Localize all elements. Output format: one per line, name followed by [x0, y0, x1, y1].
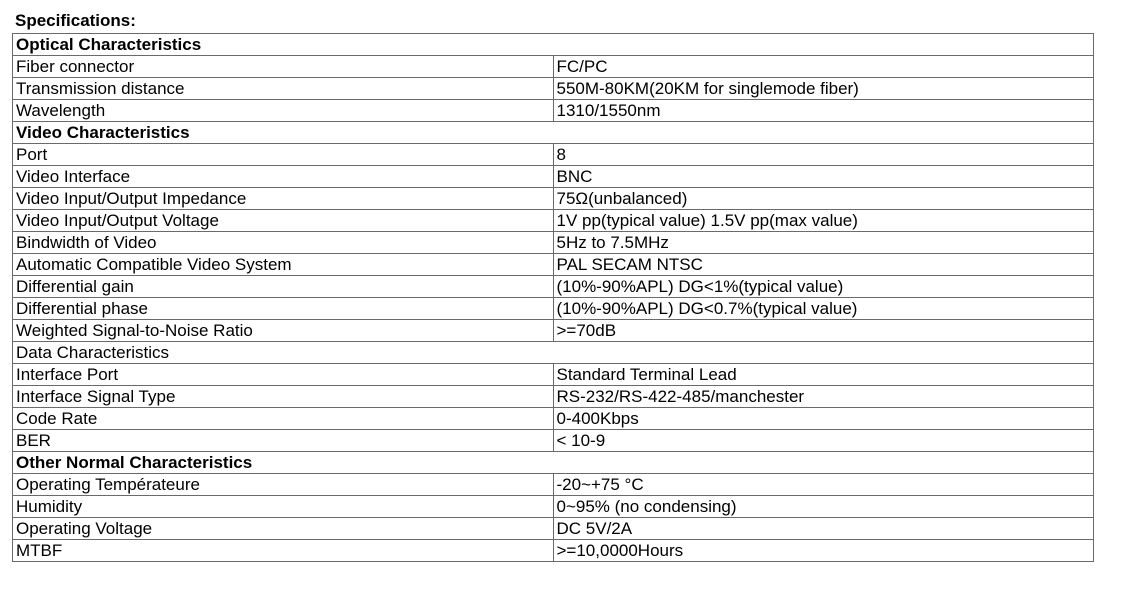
table-row — [13, 430, 1094, 452]
spec-value: PAL SECAM NTSC — [553, 254, 1094, 276]
spec-value: (10%-90%APL) DG<0.7%(typical value) — [553, 298, 1094, 320]
table-row — [13, 232, 1094, 254]
spec-value: 550M-80KM(20KM for singlemode fiber) — [553, 78, 1094, 100]
section-title-video: Video Characteristics — [13, 122, 1094, 144]
spec-value: 75Ω(unbalanced) — [553, 188, 1094, 210]
spec-value: >=10,0000Hours — [553, 540, 1094, 562]
spec-value: BNC — [553, 166, 1094, 188]
spec-value: -20~+75 °C — [553, 474, 1094, 496]
table-row — [13, 100, 1094, 122]
specifications-table — [12, 33, 1094, 562]
table-row — [13, 540, 1094, 562]
spec-value: 5Hz to 7.5MHz — [553, 232, 1094, 254]
section-header-row — [13, 122, 1094, 144]
spec-label: Interface Signal Type — [13, 386, 554, 408]
spec-value: >=70dB — [553, 320, 1094, 342]
spec-label: Fiber connector — [13, 56, 554, 78]
spec-label: Video Input/Output Impedance — [13, 188, 554, 210]
table-row — [13, 518, 1094, 540]
spec-label: MTBF — [13, 540, 554, 562]
spec-label: Operating Voltage — [13, 518, 554, 540]
table-row — [13, 276, 1094, 298]
spec-label: Differential gain — [13, 276, 554, 298]
spec-value: Standard Terminal Lead — [553, 364, 1094, 386]
table-row — [13, 408, 1094, 430]
table-row — [13, 166, 1094, 188]
spec-label: Automatic Compatible Video System — [13, 254, 554, 276]
spec-value: 0-400Kbps — [553, 408, 1094, 430]
spec-label: Code Rate — [13, 408, 554, 430]
table-row — [13, 320, 1094, 342]
spec-label: Video Input/Output Voltage — [13, 210, 554, 232]
spec-label: Transmission distance — [13, 78, 554, 100]
spec-value: FC/PC — [553, 56, 1094, 78]
table-row — [13, 188, 1094, 210]
spec-label: Differential phase — [13, 298, 554, 320]
table-row — [13, 386, 1094, 408]
spec-value: 0~95% (no condensing) — [553, 496, 1094, 518]
section-header-row — [13, 452, 1094, 474]
spec-label: Bindwidth of Video — [13, 232, 554, 254]
table-row — [13, 474, 1094, 496]
section-title-other: Other Normal Characteristics — [13, 452, 1094, 474]
spec-label: BER — [13, 430, 554, 452]
table-row — [13, 364, 1094, 386]
spec-label: Wavelength — [13, 100, 554, 122]
spec-label: Port — [13, 144, 554, 166]
spec-value: 1310/1550nm — [553, 100, 1094, 122]
page-title: Specifications: — [15, 11, 136, 30]
spec-value: RS-232/RS-422-485/manchester — [553, 386, 1094, 408]
table-row — [13, 56, 1094, 78]
table-row — [13, 496, 1094, 518]
table-row — [13, 254, 1094, 276]
spec-label: Operating Températeure — [13, 474, 554, 496]
section-title-optical: Optical Characteristics — [13, 34, 1094, 56]
table-row — [13, 210, 1094, 232]
spec-label: Video Interface — [13, 166, 554, 188]
spec-value: 1V pp(typical value) 1.5V pp(max value) — [553, 210, 1094, 232]
spec-value: 8 — [553, 144, 1094, 166]
section-header-row — [13, 342, 1094, 364]
section-title-data: Data Characteristics — [13, 342, 1094, 364]
table-row — [13, 144, 1094, 166]
spec-value: DC 5V/2A — [553, 518, 1094, 540]
spec-label: Humidity — [13, 496, 554, 518]
table-row — [13, 78, 1094, 100]
spec-value: (10%-90%APL) DG<1%(typical value) — [553, 276, 1094, 298]
spec-value: < 10-9 — [553, 430, 1094, 452]
table-row — [13, 298, 1094, 320]
spec-label: Interface Port — [13, 364, 554, 386]
section-header-row — [13, 34, 1094, 56]
spec-label: Weighted Signal-to-Noise Ratio — [13, 320, 554, 342]
